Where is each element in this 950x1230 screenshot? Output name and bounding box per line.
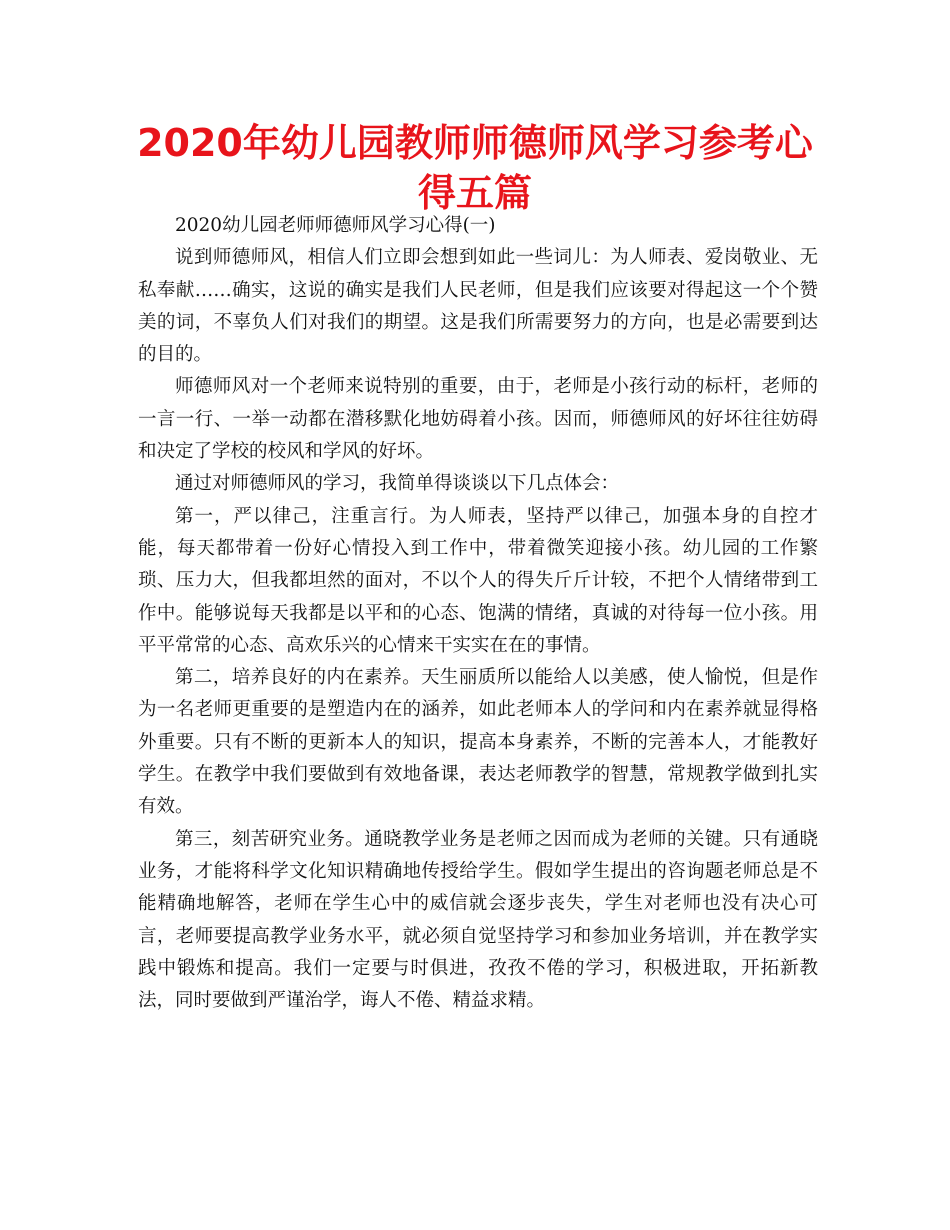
section-subtitle: 2020幼儿园老师师德师风学习心得(一) bbox=[175, 215, 496, 236]
paragraph: 通过对师德师风的学习，我简单得谈谈以下几点体会： bbox=[175, 473, 620, 495]
paragraph: 师德师风对一个老师来说特别的重要，由于，老师是小孩行动的标杆，老师的一言一行、一举一动都在潜移默化地妨碍着小孩。因而，师德师风的好坏往往妨碍和决定了学校的校风和学风的好坏。 bbox=[138, 376, 818, 463]
document-body bbox=[138, 210, 818, 1017]
paragraph: 第一，严以律己，注重言行。为人师表，坚持严以律己，加强本身的自控才能，每天都带着一份好心情投入到工作中，带着微笑迎接小孩。幼儿园的工作繁琐、压力大，但我都坦然的面对，不以个人的得失斤斤计较，不把个人情绪带到工作中。能够说每天我都是以平和的心态、饱满的情绪，真诚的对待每一位小孩。用平平常常的心态、高欢乐兴的心情来干实实在在的事情。 bbox=[138, 505, 818, 656]
paragraph: 第三，刻苦研究业务。通晓教学业务是老师之因而成为老师的关键。只有通晓业务，才能将科学文化知识精确地传授给学生。假如学生提出的咨询题老师总是不能精确地解答，老师在学生心中的威信就会逐步丧失，学生对老师也没有决心可言，老师要提高教学业务水平，就必须自觉坚持学习和参加业务培训，并在教学实践中锻炼和提高。我们一定要与时俱进，孜孜不倦的学习，积极进取，开拓新教法，同时要做到严谨治学，诲人不倦、精益求精。 bbox=[138, 828, 818, 1012]
document-title: 2020年幼儿园教师师德师风学习参考心得五篇 bbox=[137, 121, 813, 215]
paragraph: 第二，培养良好的内在素养。天生丽质所以能给人以美感，使人愉悦，但是作为一名老师更重要的是塑造内在的涵养，如此老师本人的学问和内在素养就显得格外重要。只有不断的更新本人的知识，提高本身素养，不断的完善本人，才能教好学生。在教学中我们要做到有效地备课，表达老师教学的智慧，常规教学做到扎实有效。 bbox=[138, 667, 818, 818]
paragraph: 说到师德师风，相信人们立即会想到如此一些词儿：为人师表、爱岗敬业、无私奉献……确实，这说的确实是我们人民老师，但是我们应该要对得起这一个个赞美的词，不辜负人们对我们的期望。这是我们所需要努力的方向，也是必需要到达的目的。 bbox=[138, 247, 818, 366]
